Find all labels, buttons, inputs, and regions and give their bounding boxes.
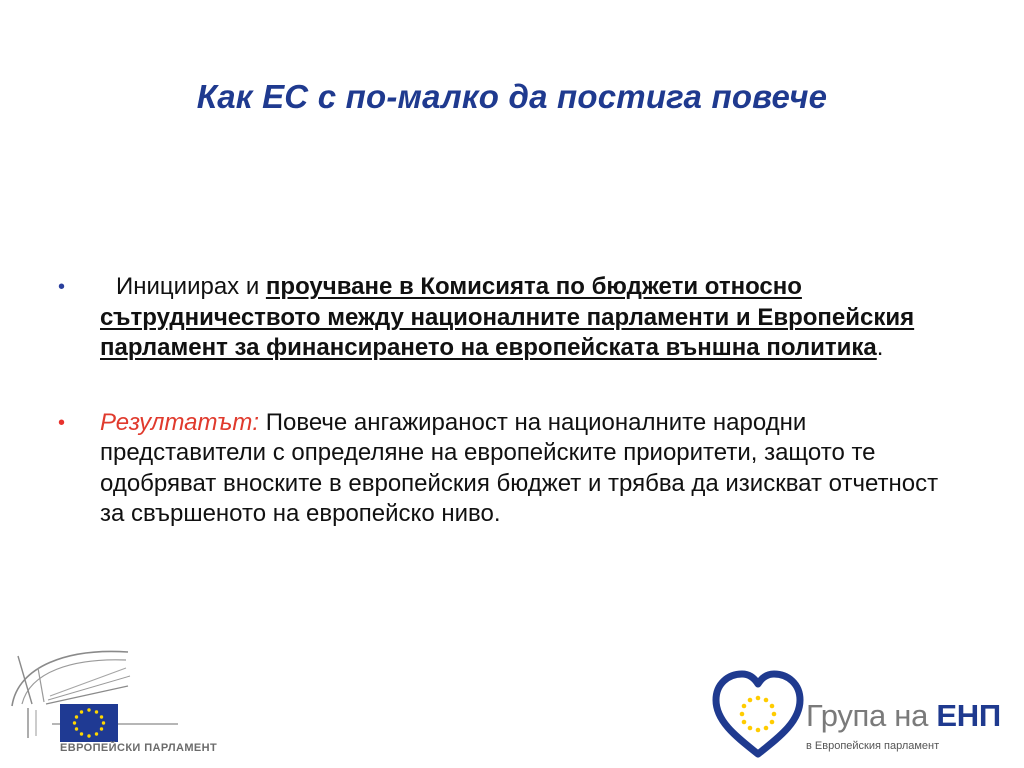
bullet-tail-text: . — [876, 334, 884, 361]
bullet-item-initiative — [58, 272, 968, 364]
bullet-lead-text: Инициирах и — [116, 273, 266, 300]
bullet-marker: • — [58, 411, 66, 434]
epp-group-name-text: Група на — [806, 698, 937, 733]
european-parliament-caption: ЕВРОПЕЙСКИ ПАРЛАМЕНТ — [60, 742, 218, 754]
epp-group-logo — [710, 668, 1010, 764]
result-label: Резултатът: — [100, 408, 260, 436]
result-text: Повече ангажираност на националните народни представители с определяне на европейските приоритети, защото те одобряват вноските в европейския бюджет и трябва да изискват отчетност за свършеното на европейско ниво. — [100, 408, 939, 527]
bullet-item-result — [58, 408, 968, 530]
epp-group-subtitle: в Европейския парламент — [806, 740, 940, 752]
epp-group-abbreviation: ЕНП — [936, 698, 1001, 733]
slide-title: Как ЕС с по-малко да постига повече — [196, 78, 828, 115]
epp-heart-icon — [710, 668, 806, 764]
epp-group-name — [806, 698, 1001, 734]
bullet-list — [58, 272, 968, 530]
bullet-emphasis-text: проучване в Комисията по бюджети относно сътрудничеството между националните парламенти и Европейския парламент за финансирането на европейската външна политика — [100, 273, 915, 361]
bullet-marker: • — [58, 276, 66, 298]
european-parliament-logo — [8, 646, 238, 764]
